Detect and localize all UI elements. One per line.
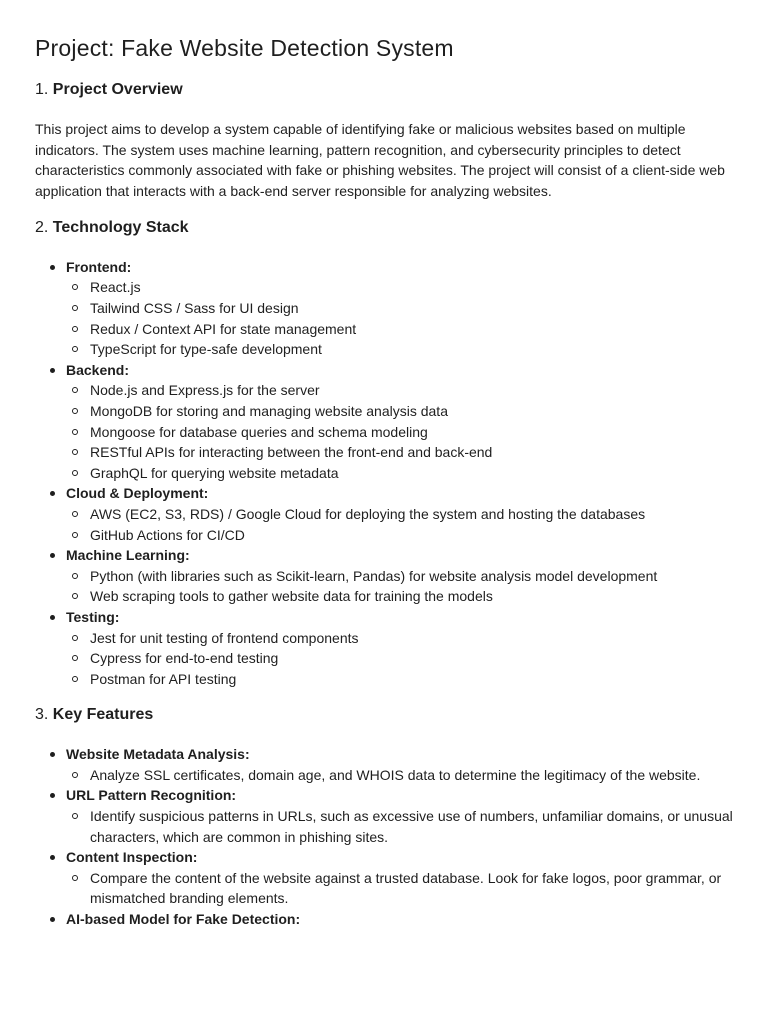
list-item: Node.js and Express.js for the server xyxy=(35,380,733,401)
bullet-list xyxy=(35,257,733,689)
list-item: MongoDB for storing and managing website analysis data xyxy=(35,401,733,422)
bullet-list xyxy=(35,744,733,929)
list-item: Redux / Context API for state management xyxy=(35,319,733,340)
list-item: Cypress for end-to-end testing xyxy=(35,648,733,669)
list-item: GraphQL for querying website metadata xyxy=(35,463,733,484)
section-number: 2. xyxy=(35,218,49,236)
list-group-label: AI-based Model for Fake Detection: xyxy=(35,909,733,930)
list-group-label: Content Inspection: xyxy=(35,847,733,868)
list-item: RESTful APIs for interacting between the front-end and back-end xyxy=(35,442,733,463)
document-title: Project: Fake Website Detection System xyxy=(35,35,454,61)
list-group-label: Backend: xyxy=(35,360,733,381)
list-item: AWS (EC2, S3, RDS) / Google Cloud for deploying the system and hosting the databases xyxy=(35,504,733,525)
list-group-label: Frontend: xyxy=(35,257,733,278)
section-paragraph: This project aims to develop a system capable of identifying fake or malicious websites based on multiple indicators. The system uses machine learning, pattern recognition, and cybersecurity principles to detect characteristics commonly associated with fake or phishing websites. The project will consist of a client-side web application that interacts with a back-end server responsible for analyzing websites. xyxy=(35,121,725,200)
list-item: Identify suspicious patterns in URLs, such as excessive use of numbers, unfamiliar domains, or unusual characters, which are common in phishing sites. xyxy=(35,806,733,847)
section-heading xyxy=(35,705,733,724)
list-item: Analyze SSL certificates, domain age, and WHOIS data to determine the legitimacy of the website. xyxy=(35,765,733,786)
list-item: Postman for API testing xyxy=(35,669,733,690)
section-title: Project Overview xyxy=(52,81,183,98)
list-item: Mongoose for database queries and schema modeling xyxy=(35,422,733,443)
list-group-label: Website Metadata Analysis: xyxy=(35,744,733,765)
list-item: Tailwind CSS / Sass for UI design xyxy=(35,298,733,319)
list-item: Jest for unit testing of frontend components xyxy=(35,628,733,649)
list-item: Compare the content of the website against a trusted database. Look for fake logos, poor grammar, or mismatched branding elements. xyxy=(35,868,733,909)
section-title: Technology Stack xyxy=(52,218,189,236)
list-item: TypeScript for type-safe development xyxy=(35,339,733,360)
section-heading xyxy=(35,218,733,237)
list-group-label: URL Pattern Recognition: xyxy=(35,785,733,806)
section-number: 1. xyxy=(35,81,49,98)
section-heading xyxy=(35,80,733,99)
list-group-label: Machine Learning: xyxy=(35,545,733,566)
list-item: Python (with libraries such as Scikit-learn, Pandas) for website analysis model development xyxy=(35,566,733,587)
section-number: 3. xyxy=(35,706,49,724)
list-group-label: Testing: xyxy=(35,607,733,628)
document-body xyxy=(35,80,733,930)
section-title: Key Features xyxy=(52,706,154,724)
list-item: React.js xyxy=(35,277,733,298)
list-group-label: Cloud & Deployment: xyxy=(35,483,733,504)
list-item: GitHub Actions for CI/CD xyxy=(35,525,733,546)
list-item: Web scraping tools to gather website data for training the models xyxy=(35,586,733,607)
